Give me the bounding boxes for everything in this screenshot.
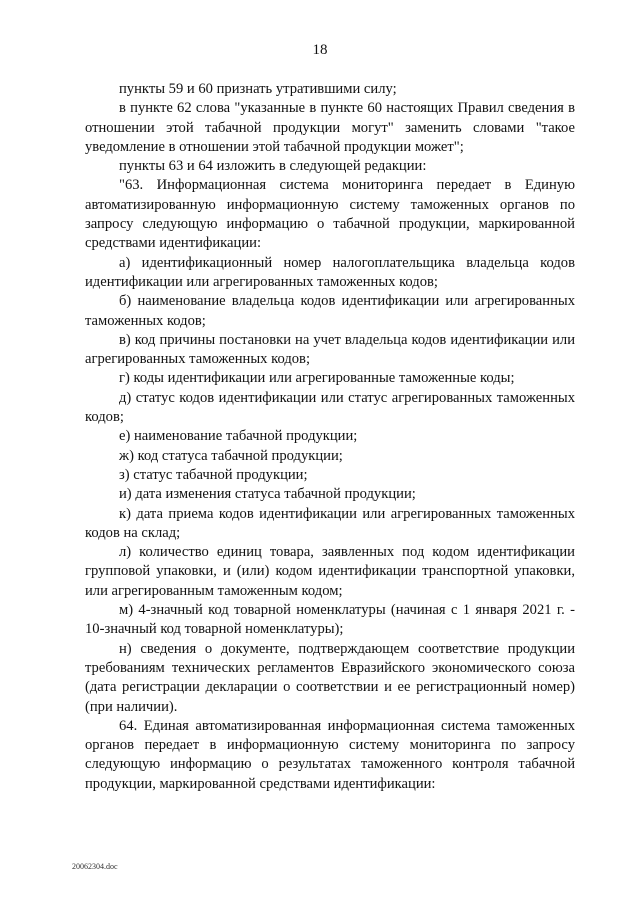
subitem-b: б) наименование владельца кодов идентификации или агрегированных таможенных кодов; [85, 293, 575, 329]
footer-file-code: 20062304.doc [72, 862, 118, 871]
paragraph-item-64: 64. Единая автоматизированная информационная система таможенных органов передает в информационную систему мониторинга по запросу следующую информацию о результатах таможенного контроля табачной продукции, маркированной средствами идентификации: [85, 717, 575, 792]
paragraph-items-59-60: пункты 59 и 60 признать утратившими силу; [119, 81, 397, 97]
subitem-v: в) код причины постановки на учет владельца кодов идентификации или агрегированных таможенных кодов; [85, 331, 575, 368]
subitem-k: к) дата приема кодов идентификации или агрегированных таможенных кодов на склад; [85, 505, 575, 541]
subitem-z: з) статус табачной продукции; [119, 466, 308, 483]
subitem-a: а) идентификационный номер налогоплательщика владельца кодов идентификации или агрегированных таможенных кодов; [85, 254, 575, 290]
subitem-e: е) наименование табачной продукции; [119, 428, 358, 445]
subitem-zh: ж) код статуса табачной продукции; [119, 447, 343, 464]
paragraph-item-62: в пункте 62 слова "указанные в пункте 60 настоящих Правил сведения в отношении этой табачной продукции могут" заменить словами "такое уведомление в отношении этой табачной продукции может"; [85, 100, 575, 155]
subitem-i: и) дата изменения статуса табачной продукции; [119, 486, 416, 503]
subitem-l: л) количество единиц товара, заявленных под кодом идентификации групповой упаковки, и (или) кодом идентификации транспортной упаковки, или агрегированным таможенным кодом; [85, 544, 575, 599]
subitem-m: м) 4-значный код товарной номенклатуры (начиная с 1 января 2021 г. - 10-значный код товарной номенклатуры); [85, 602, 575, 638]
document-body [85, 80, 575, 794]
paragraph-items-63-64-intro: пункты 63 и 64 изложить в следующей редакции: [119, 158, 427, 175]
subitem-n: н) сведения о документе, подтверждающем соответствие продукции требованиям технических регламентов Евразийского экономического союза (дата регистрации декларации о соответствии и ее регистрационный номер) (при наличии). [85, 640, 575, 715]
paragraph-item-63: "63. Информационная система мониторинга передает в Единую автоматизированную информационную систему таможенных органов по запросу следующую информацию о табачной продукции, маркированной средствами идентификации: [85, 177, 575, 252]
subitem-g: г) коды идентификации или агрегированные таможенные коды; [119, 370, 515, 387]
page-number: 18 [312, 42, 328, 58]
subitem-d: д) статус кодов идентификации или статус агрегированных таможенных кодов; [85, 389, 575, 426]
